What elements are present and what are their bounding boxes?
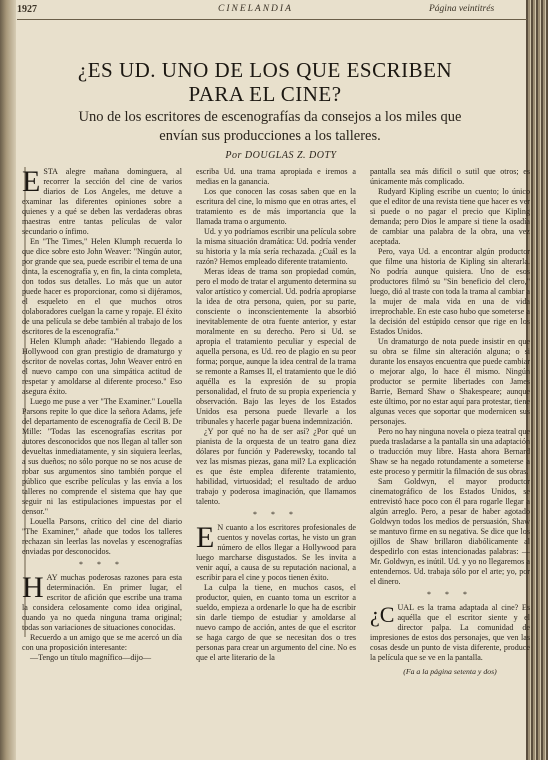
- continued-note: (Fa a la página setenta y dos): [403, 667, 497, 676]
- article-title: ¿ES UD. UNO DE LOS QUE ESCRIBEN PARA EL CINE?: [77, 58, 453, 106]
- paragraph: La culpa la tiene, en muchos casos, el productor, quien, en cuanto toma un escritor a sueldo, empieza a ordenarle lo que ha de escribir sin darle tiempo de estudiar y amoldarse al nuevo campo de acción, antes de que el escritor se haga cargo de que se necesitan dos o tres personas para crear un argumento del cine. No es que el arte literario de la: [196, 583, 356, 662]
- binding-gutter: [0, 0, 16, 760]
- paragraph: Luego me puse a ver "The Examiner." Louella Parsons repite lo que dice la señora Adams, jefe del departamento de escenografía de Cecil B. De Mille: "Todas las escenografías escritas por autores desconocidos que nos llegan al taller son devueltas inmediatamente, y sin siquiera leerlas, a sus dueños; no sólo porque no se nos acuse de robar sus argumentos sino también porque el público que escribe películas y las envía a los talleres no comprende el sistema que hay que seguir ni las estipulaciones impuestas por el censor.": [22, 397, 182, 516]
- paragraph: Recuerdo a un amigo que se me acercó un día con una proposición interesante:: [22, 633, 182, 652]
- paragraph: Ud. y yo podríamos escribir una película sobre la misma situación dramática: Ud. podría vender su historia y la mía sería rechazada. ¿Cuál es la razón? Hemos empleado diferente tratamiento.: [196, 227, 356, 266]
- paragraph: ¿Y por qué no ha de ser así? ¿Por qué un pianista de la orquesta de un teatro gana diez dólares por función y Paderewsky, tocando tal vez las mismas piezas, gana mil? La explicación es que éste emplea diferente tratamiento, habilidad, virtuosidad; el resultado de arduo trabajo y poderosa imaginación, que llamamos talento.: [196, 427, 356, 506]
- text-column-2: [196, 167, 356, 747]
- paragraph: Meras ideas de trama son propiedad común, pero el modo de tratar el argumento determina su valor artístico y comercial. Ud. podría apropiarse la idea de otra persona, quien, por su parte, consciente o inconscientemente la absorbió inevitablemente de otra fuente anterior, y estar moralmente en su derecho. Pero si Ud. se apropia el tratamiento peculiar y especial de aquella persona, es Ud. reo de plagio en su peor forma; porque, aunque la idea central de la trama se remonte a Ramses II, el tratamiento que le dió aquélla es la expresión de su propia personalidad, el fruto de su propia experiencia y observación. Bajo las leyes de los Estados Unidos esa persona puede llevarle a los tribunales y hacerle pagar buena indemnización.: [196, 267, 356, 426]
- text-column-1: [22, 167, 182, 747]
- paragraph: Un dramaturgo de nota puede insistir en que su obra se filme sin alteración alguna; o si durante los ensayos encuentra que puede cambiar o mejorar algo, lo hace él mismo. Ningún productor se permite libertades con James Barrie, Bernard Shaw o Shakespeare; aunque este último, por no estar aquí para protestar, tiene algunas veces que soportar que modernicen sus personajes.: [370, 337, 530, 426]
- header-year: 1927: [17, 4, 37, 15]
- paragraph: Rudyard Kipling escribe un cuento; lo único que el editor de una revista tiene que hacer es ver si puede o no pagar el precio que Kipling demanda; pero Dios le ampare si tiene la osadía de cambiar una palabra de la obra, una vez aceptada.: [370, 187, 530, 246]
- section-divider: * * *: [253, 510, 299, 519]
- paragraph: —Tengo un título magnífico—dijo—: [30, 653, 152, 662]
- article-byline: Por DOUGLAS Z. DOTY: [225, 150, 337, 161]
- text-column-3: [370, 167, 530, 747]
- paragraph: Sam Goldwyn, el mayor productor cinematográfico de los Estados Unidos, se entrevistó hace poco con él para rogarle llegar a algún arreglo. Pero, a pesar de haber agotado Goldwyn todos los medios de persuasión, Shaw se mantuvo firme en su negativa. Se dice que los ojillos de Shaw brillaron diabólicamente al despedirlo con estas intencionadas palabras: —Mr. Goldwyn, es inútil. Ud. y yo no llegaremos a entendernos. Ud. trabaja sólo por el arte; yo, por el dinero.: [370, 477, 530, 586]
- paragraph: N cuanto a los escritores profesionales de cuentos y novelas cortas, he visto un gran número de ellos llegar a Hollywood para luego marcharse disgustados. Se les invita a venir aquí, a causa de su reputación nacional, a escribir para el cine y pocos tienen éxito.: [196, 523, 356, 582]
- article-subtitle: Uno de los escritores de escenografías da consejos a los miles que envían sus producciones a los talleres.: [78, 109, 462, 144]
- drop-cap: ¿C: [370, 602, 395, 627]
- paragraph: Pero, vaya Ud. a encontrar algún productor que filme una historia de Kipling sin alterarla. No podría aunque quisiera. Uno de esos productores filmó su "Sin beneficio del clero," luego, dió al traste con toda la trama al cambiar a la mujer de mala vida en una de vida irreprochable. En este caso hubo que someterse a la decisión del estúpido censor que rige en los Estados Unidos.: [370, 247, 530, 336]
- paragraph: Louella Parsons, crítico del cine del diario "The Examiner," añade que todos los talleres rechazan sin leerlas las novelas y escenografías enviadas por desconocidos.: [22, 517, 182, 556]
- paragraph: escriba Ud. una trama apropiada e iremos a medias en la ganancia.: [196, 167, 356, 186]
- drop-cap: E: [22, 167, 41, 198]
- paragraph: Helen Klumph añade: "Habiendo llegado a Hollywood con gran prestigio de dramaturgo y escritor de novelas cortas, John Weaver entró en el nuevo campo con una simpática actitud de respetar y amoldarse al diferente proceso." Eso asegura éxito.: [22, 337, 182, 396]
- paragraph: Los que conocen las cosas saben que en la escritura del cine, lo mismo que en otras artes, el tratamiento es de más importancia que la llamada trama o argumento.: [196, 187, 356, 226]
- paragraph: AY muchas poderosas razones para esta determinación. En primer lugar, el escritor de afición que escribe una trama la considera celosamente como idea original, cuando ya no queda ninguna trama original; todas son variaciones de situaciones conocidas.: [22, 573, 182, 632]
- header-rule: [17, 19, 527, 20]
- paragraph: STA alegre mañana dominguera, al recorrer la sección del cine de varios diarios de Los Angeles, me detuve a examinar las diferentes opiniones sobre a quienes y a qué se deben las verdaderas obras maestras entre tantas películas de valor secundario o ínfimo.: [22, 167, 182, 236]
- paragraph: Pero no hay ninguna novela o pieza teatral que pueda trasladarse a la pantalla sin una adaptación o traducción muy libre. Hasta ahora Bernard Shaw se ha negado rotundamente a someterse a este proceso y permitir la filmación de sus obras.: [370, 427, 530, 476]
- section-divider: * * *: [427, 590, 473, 599]
- header-page-number: Página veintitrés: [429, 4, 495, 14]
- drop-cap: H: [22, 571, 44, 604]
- paragraph: pantalla sea más difícil o sutil que otros; es únicamente más complicado.: [370, 167, 530, 186]
- paragraph: En "The Times," Helen Klumph recuerda lo que dice sobre esto John Weaver: "Ningún autor, por grande que sea, puede escribir el tema de una cinta, la escenografía y, en fin, la cinta completa, con todos sus detalles. Lo más que un autor puede hacer es proporcionar, como si dijéramos, el esqueleto en el que muchos otros colaboradores cuelgan la carne y ropaje. El éxito de una película se debe también al trabajo de los escritores de la escenografía.": [22, 237, 182, 336]
- drop-cap: E: [196, 521, 215, 554]
- paragraph: UAL es la trama adaptada al cine? Es aquélla que el escritor siente y el director palpa. La comunidad de impresiones de estos dos personajes, que ven las cosas desde un punto de vista diferente, produce la película que se ve en la pantalla.: [370, 603, 530, 662]
- header-magazine-name: CINELANDIA: [218, 4, 293, 14]
- section-divider: * * *: [79, 560, 125, 569]
